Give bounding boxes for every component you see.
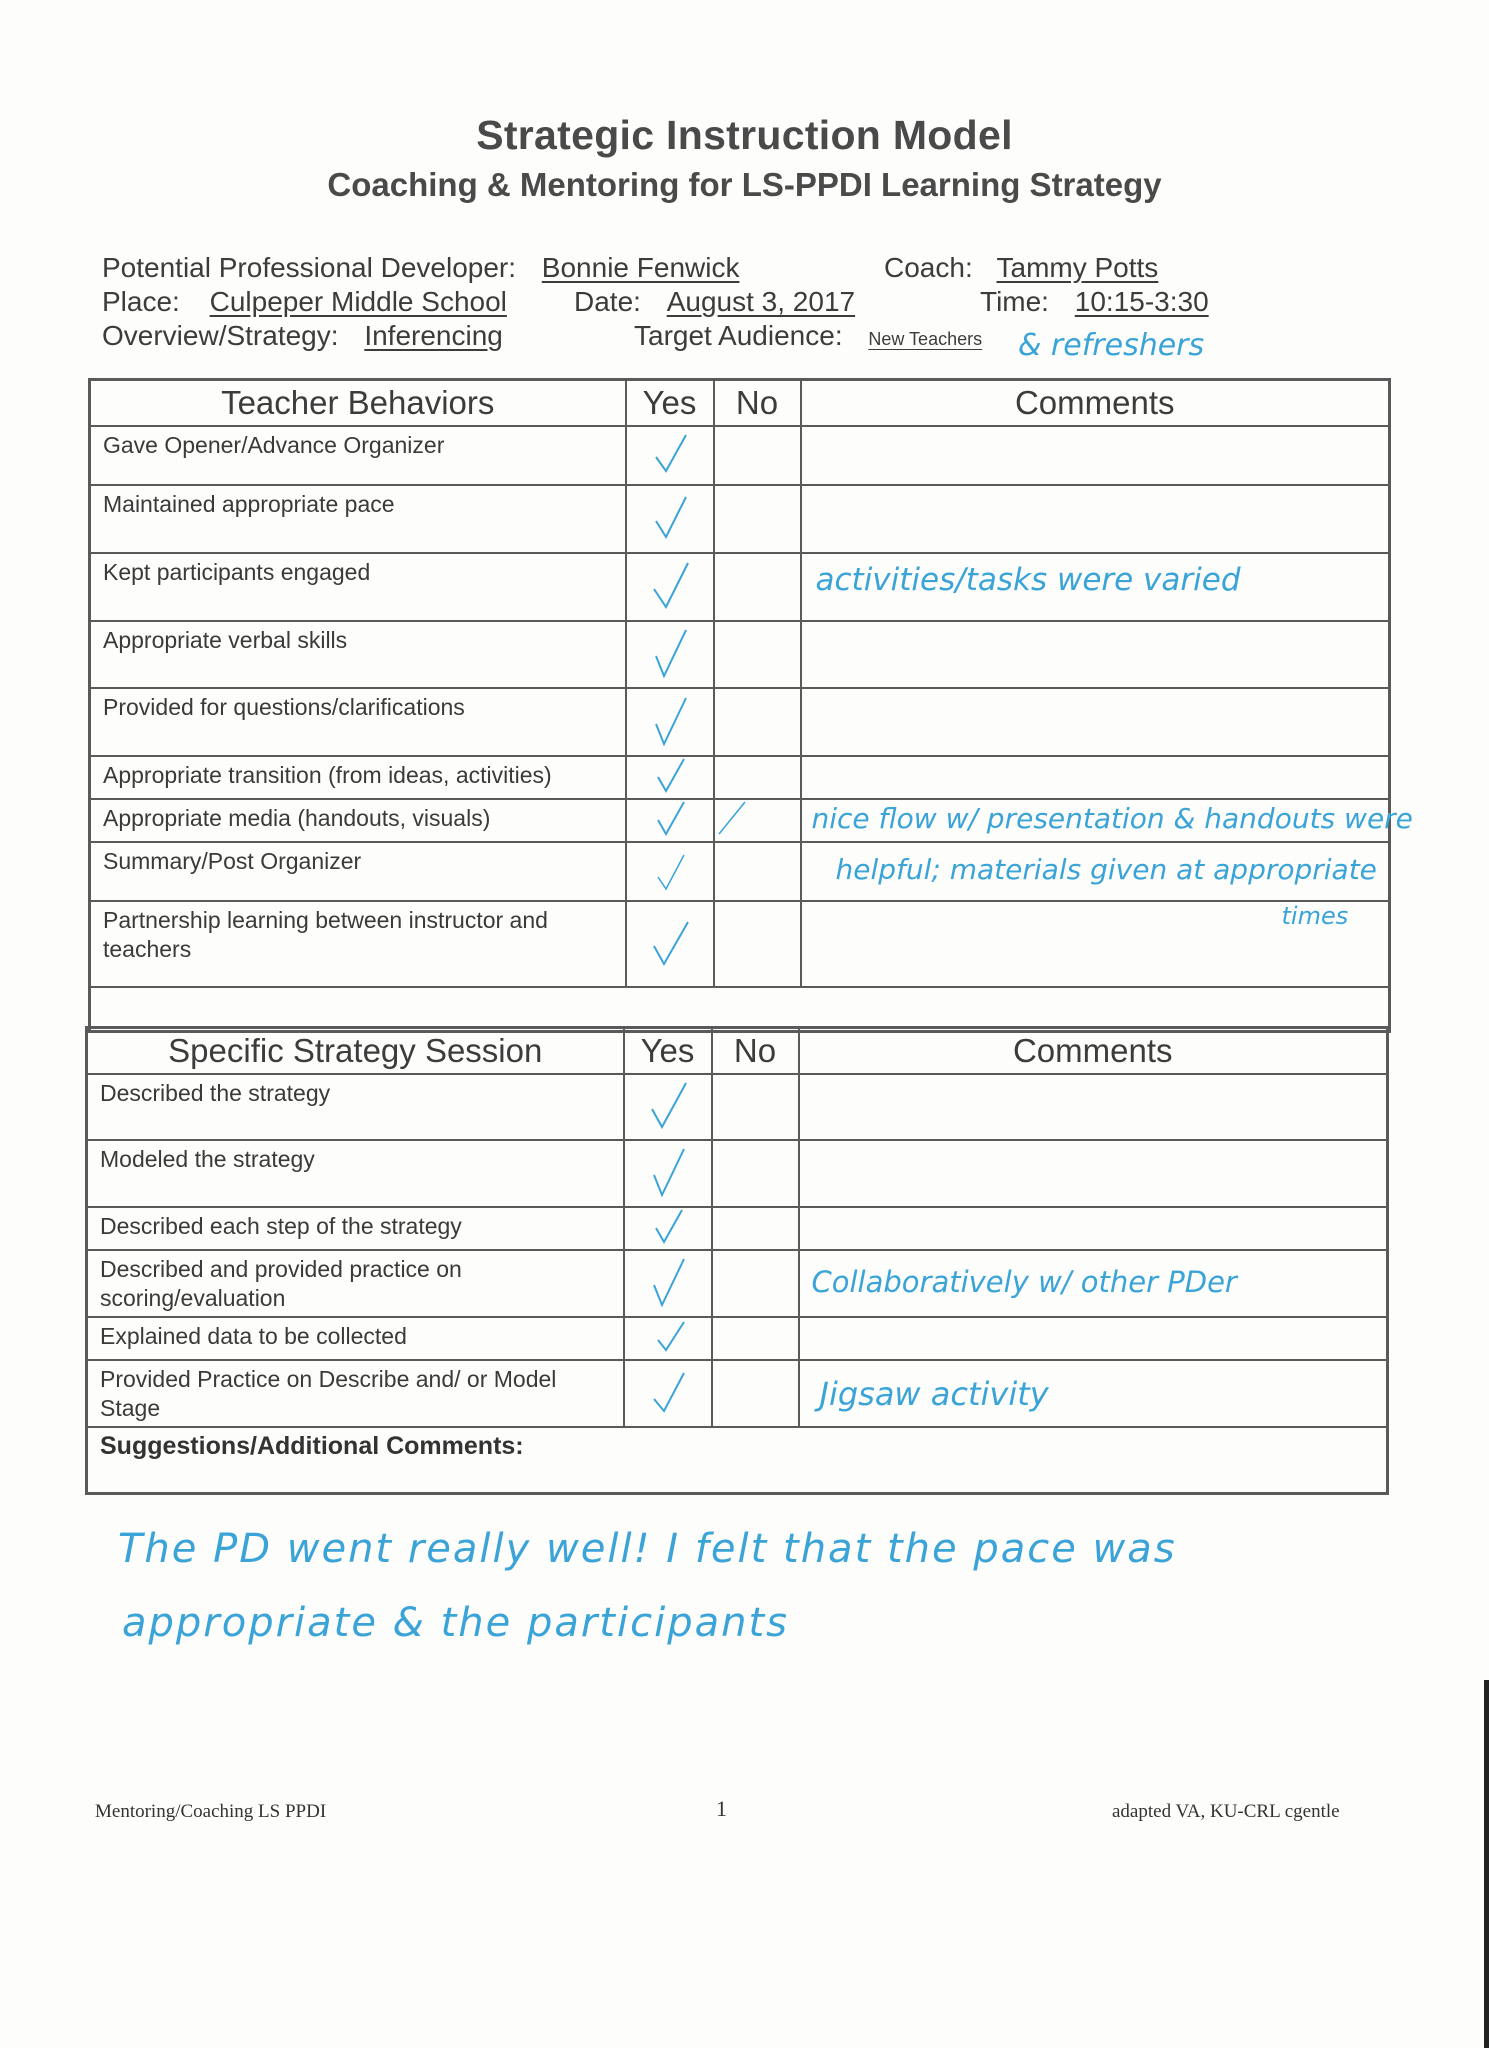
time-value: 10:15-3:30: [1074, 286, 1209, 317]
no-cell: [712, 1250, 799, 1317]
row-label: Summary/Post Organizer: [90, 842, 626, 901]
yes-cell: [626, 688, 714, 756]
row-label: Maintained appropriate pace: [90, 485, 626, 553]
checkmark-icon: [648, 491, 692, 543]
comment-cell: [801, 799, 1413, 842]
yes-header: Yes: [626, 380, 714, 427]
strategy-session-table: [85, 1026, 1389, 1495]
row-label: Provided Practice on Describe and/ or Model Stage: [87, 1360, 624, 1427]
checkmark-icon: [648, 916, 692, 968]
no-cell: [712, 1317, 799, 1360]
checkmark-icon: [648, 559, 692, 611]
yes-cell: [626, 553, 714, 621]
yes-cell: [624, 1317, 712, 1360]
comment-cell: [801, 756, 1390, 799]
time-label: Time:: [980, 286, 1049, 317]
comment-cell: [799, 1207, 1388, 1250]
comment-cell: [799, 1250, 1388, 1317]
yes-cell: [626, 485, 714, 553]
date-field: [574, 286, 907, 318]
yes-cell: [624, 1207, 712, 1250]
checkmark-icon: [648, 427, 692, 479]
no-cell: [714, 901, 801, 987]
handwritten-note-line2: appropriate & the participants: [122, 1600, 789, 1646]
comment-media-line1: nice flow w/ presentation & handouts were: [811, 802, 1413, 835]
comment-cell: [801, 901, 1390, 987]
yes-header: Yes: [624, 1028, 712, 1075]
row-label: Provided for questions/clarifications: [90, 688, 626, 756]
suggestions-row: [87, 1427, 1388, 1493]
checkmark-icon: [646, 1208, 690, 1244]
table-row: [90, 485, 1390, 553]
comment-cell: [799, 1074, 1388, 1140]
document-subtitle: Coaching & Mentoring for LS-PPDI Learning Strategy: [327, 166, 1162, 203]
checkmark-icon: [646, 1255, 690, 1307]
audience-value: New Teachers: [868, 329, 983, 349]
comment-cell: [801, 621, 1390, 688]
row-label: Explained data to be collected: [87, 1317, 624, 1360]
comments-header: Comments: [799, 1028, 1388, 1075]
page-number: 1: [716, 1796, 727, 1821]
row-label: Described the strategy: [87, 1074, 624, 1140]
teacher-table-header: [90, 380, 1390, 427]
table-row: [87, 1250, 1388, 1317]
coach-field: [884, 252, 1197, 284]
overview-field: [102, 320, 564, 352]
comment-media-line2: helpful; materials given at appropriate: [835, 853, 1377, 886]
comment-cell: [799, 1140, 1388, 1207]
checkmark-icon: [648, 626, 692, 678]
scan-edge: [1484, 1680, 1489, 2048]
table-row: [90, 688, 1390, 756]
stray-mark-icon: [715, 800, 755, 836]
table-row: [90, 901, 1390, 987]
checkmark-icon: [648, 800, 692, 836]
developer-field: [102, 252, 838, 284]
no-cell: [712, 1360, 799, 1427]
footer-left: Mentoring/Coaching LS PPDI: [95, 1801, 327, 1822]
checkmark-icon: [648, 757, 692, 793]
checkmark-icon: [648, 694, 692, 746]
table-row: [87, 1317, 1388, 1360]
place-label: Place:: [102, 286, 180, 317]
table-row: [87, 1074, 1388, 1140]
comment-media-line3: times: [1281, 902, 1349, 930]
coach-value: Tammy Potts: [996, 252, 1159, 283]
table-row: [87, 1207, 1388, 1250]
table-row: [90, 426, 1390, 485]
table-row: [87, 1140, 1388, 1207]
handwritten-note-line1: The PD went really well! I felt that the pace was: [118, 1526, 1177, 1572]
time-field: [980, 286, 1255, 318]
row-label: Described and provided practice on scoring/evaluation: [87, 1250, 624, 1317]
no-cell: [714, 485, 801, 553]
no-cell: [714, 621, 801, 688]
comment-cell: [801, 485, 1390, 553]
no-header: No: [712, 1028, 799, 1075]
comment-cell: [799, 1317, 1388, 1360]
place-value: Culpeper Middle School: [209, 286, 507, 317]
place-field: [102, 286, 530, 318]
audience-label: Target Audience:: [634, 320, 843, 351]
comment-cell: [801, 688, 1390, 756]
comment-scoring: Collaboratively w/ other PDer: [811, 1265, 1237, 1299]
checkmark-icon: [646, 1145, 690, 1197]
overview-label: Overview/Strategy:: [102, 320, 339, 351]
no-cell: [714, 553, 801, 621]
yes-cell: [626, 799, 714, 842]
table-row: [90, 621, 1390, 688]
no-cell: [712, 1140, 799, 1207]
comments-header: Comments: [801, 380, 1390, 427]
developer-label: Potential Professional Developer:: [102, 252, 517, 283]
checkmark-icon: [646, 1079, 690, 1131]
audience-field: [634, 320, 1008, 352]
comment-cell: [799, 1360, 1388, 1427]
table-row: [90, 756, 1390, 799]
teacher-behaviors-header: Teacher Behaviors: [90, 380, 626, 427]
yes-cell: [626, 756, 714, 799]
teacher-behaviors-table: [88, 378, 1413, 1033]
checkmark-icon: [646, 1365, 690, 1417]
table-row: [90, 553, 1390, 621]
no-cell: [712, 1074, 799, 1140]
comment-cell: [801, 426, 1390, 485]
suggestions-label: Suggestions/Additional Comments:: [87, 1427, 1388, 1493]
checkmark-icon: [648, 843, 692, 895]
spacer-cell: [90, 987, 1390, 1031]
footer-right: adapted VA, KU-CRL cgentle: [1112, 1801, 1340, 1822]
yes-cell: [624, 1250, 712, 1317]
strategy-session-header: Specific Strategy Session: [87, 1028, 624, 1075]
no-cell: [712, 1207, 799, 1250]
no-header: No: [714, 380, 801, 427]
yes-cell: [624, 1140, 712, 1207]
checkmark-icon: [646, 1318, 690, 1354]
row-label: Appropriate media (handouts, visuals): [90, 799, 626, 842]
row-label: Gave Opener/Advance Organizer: [90, 426, 626, 485]
yes-cell: [624, 1360, 712, 1427]
row-label: Appropriate transition (from ideas, activities): [90, 756, 626, 799]
yes-cell: [626, 621, 714, 688]
table-row: [87, 1360, 1388, 1427]
date-label: Date:: [574, 286, 641, 317]
comment-practice: Jigsaw activity: [819, 1375, 1049, 1413]
spacer-row: [90, 987, 1390, 1031]
yes-cell: [624, 1074, 712, 1140]
coach-label: Coach:: [884, 252, 973, 283]
comment-cell: [801, 553, 1390, 621]
developer-value: Bonnie Fenwick: [541, 252, 740, 283]
date-value: August 3, 2017: [666, 286, 856, 317]
audience-handwritten: & refreshers: [1018, 328, 1205, 363]
no-cell: [714, 688, 801, 756]
yes-cell: [626, 426, 714, 485]
strategy-table-header: [87, 1028, 1388, 1075]
no-cell: [714, 842, 801, 901]
row-label: Described each step of the strategy: [87, 1207, 624, 1250]
no-cell: [714, 756, 801, 799]
no-cell: [714, 799, 801, 842]
overview-value: Inferencing: [364, 320, 503, 351]
row-label: Modeled the strategy: [87, 1140, 624, 1207]
comment-engaged: activities/tasks were varied: [815, 562, 1241, 598]
row-label: Appropriate verbal skills: [90, 621, 626, 688]
no-cell: [714, 426, 801, 485]
table-row: [90, 842, 1390, 901]
yes-cell: [626, 901, 714, 987]
yes-cell: [626, 842, 714, 901]
row-label: Kept participants engaged: [90, 553, 626, 621]
comment-cell: [801, 842, 1390, 901]
table-row: [90, 799, 1390, 842]
row-label: Partnership learning between instructor and teachers: [90, 901, 626, 987]
document-title: Strategic Instruction Model: [476, 112, 1013, 158]
